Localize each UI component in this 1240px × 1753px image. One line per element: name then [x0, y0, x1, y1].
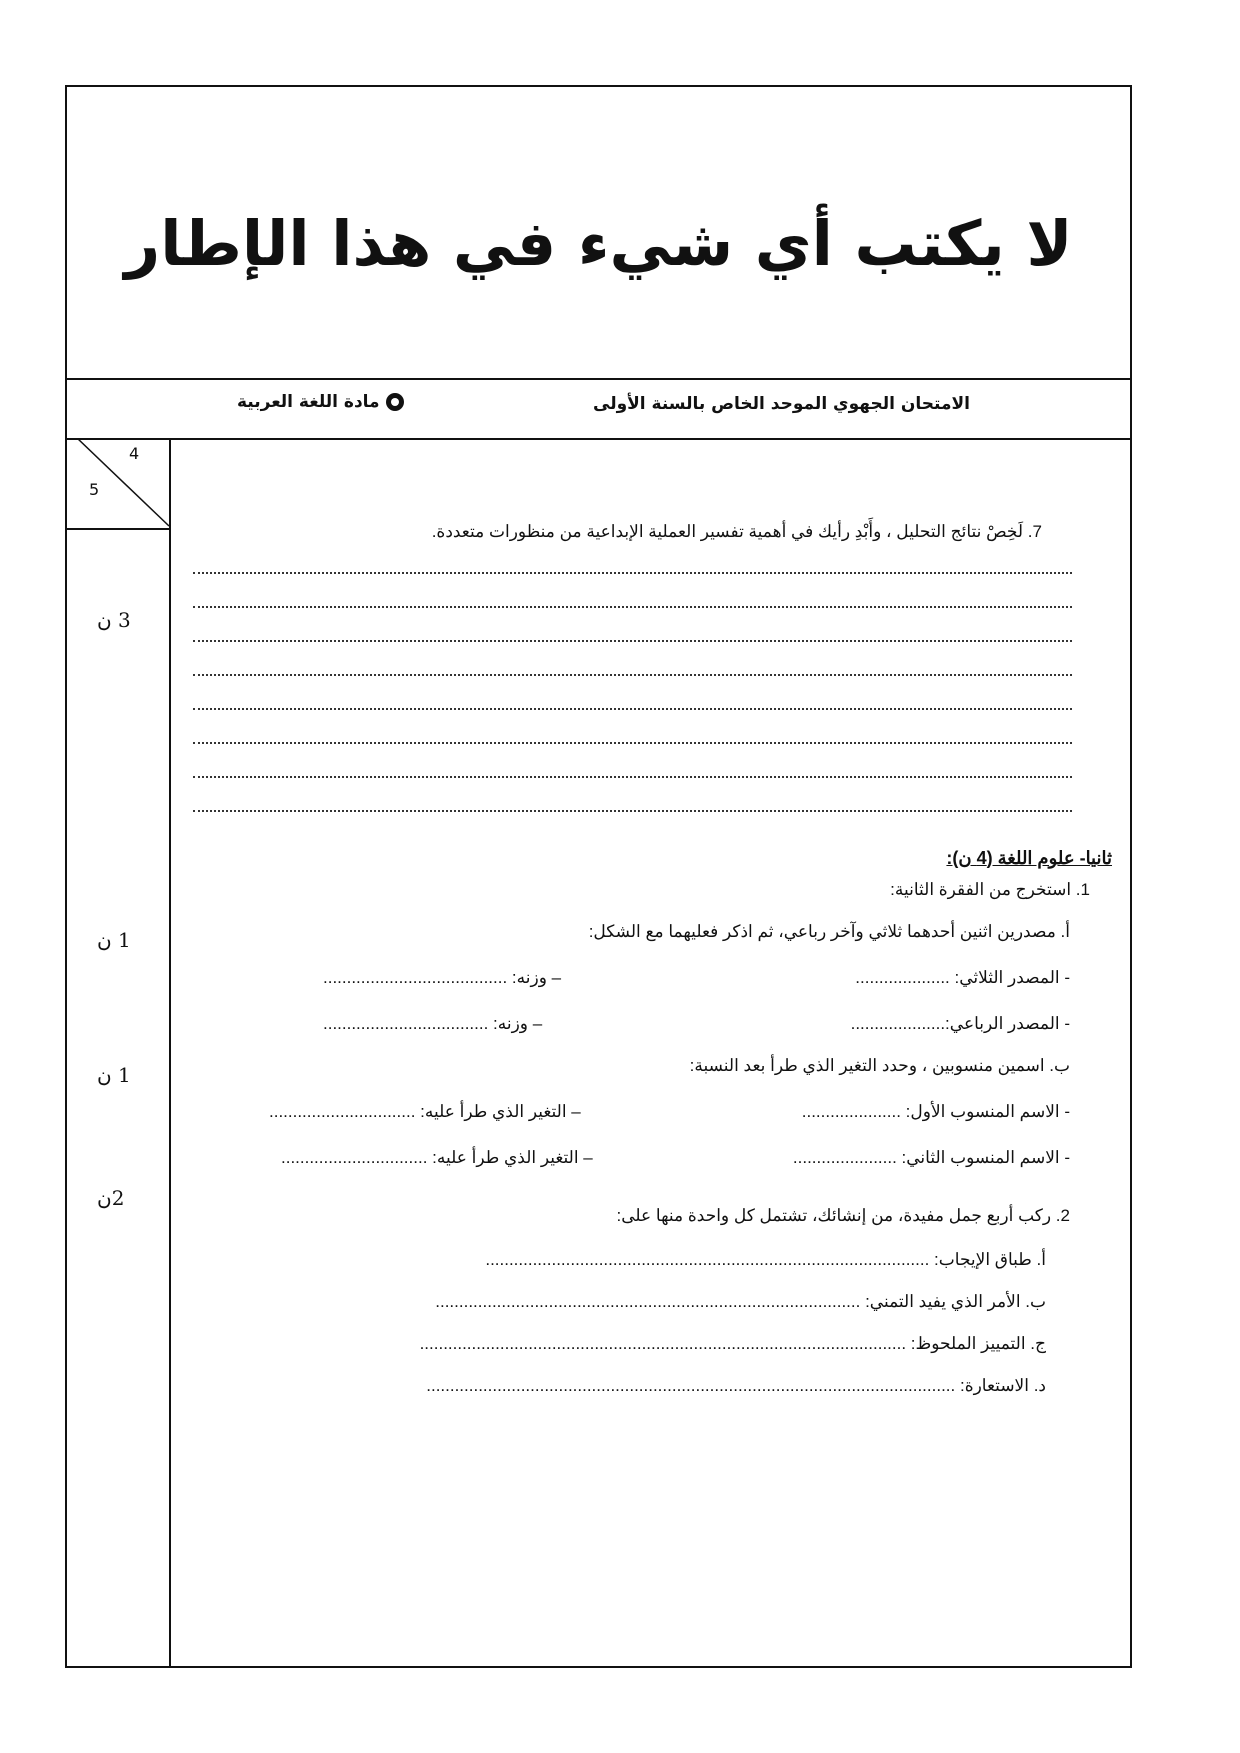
answer-line[interactable] [193, 810, 1072, 812]
question-2: 2. ركب أربع جمل مفيدة، من إنشائك، تشتمل كل واحدة منها على: [616, 1206, 1070, 1225]
answer-area [171, 438, 1130, 1666]
metaphor-field[interactable]: د. الاستعارة: ................................................................................................................ [426, 1376, 1046, 1395]
exam-header [67, 378, 1130, 440]
triliteral-source-field[interactable]: - المصدر الثلاثي: .................... [855, 968, 1070, 987]
first-attributive-field[interactable]: - الاسم المنسوب الأول: ..................... [801, 1102, 1070, 1121]
mark-q7: 3 ن [97, 608, 131, 632]
second-change-field[interactable]: – التغير الذي طرأ عليه: ............................... [281, 1148, 593, 1167]
page-current: 4 [129, 444, 140, 463]
answer-line[interactable] [193, 572, 1072, 574]
no-write-box [67, 87, 1130, 380]
subject-text: مادة اللغة العربية [237, 392, 380, 412]
answer-line[interactable] [193, 674, 1072, 676]
answer-line[interactable] [193, 640, 1072, 642]
antithesis-field[interactable]: أ. طباق الإيجاب: .............................................................................................. [485, 1250, 1046, 1269]
question-7: 7. لَخِصْ نتائج التحليل ، وأَبْدِ رأيك في أهمية تفسير العملية الإبداعية من منظورات متعددة. [431, 522, 1042, 541]
answer-line[interactable] [193, 776, 1072, 778]
first-change-field[interactable]: – التغير الذي طرأ عليه: ............................... [269, 1102, 581, 1121]
specification-field[interactable]: ج. التمييز الملحوظ: ....................................................................................................... [419, 1334, 1046, 1353]
mark-q2: 2ن [97, 1186, 125, 1210]
score-column [67, 438, 171, 1666]
answer-line[interactable] [193, 708, 1072, 710]
triliteral-weight-field[interactable]: – وزنه: ....................................... [323, 968, 562, 987]
answer-line[interactable] [193, 606, 1072, 608]
mark-a: 1 ن [97, 928, 131, 952]
quadriliteral-source-field[interactable]: - المصدر الرباعي:.................... [850, 1014, 1070, 1033]
imperative-wish-field[interactable]: ب. الأمر الذي يفيد التمني: .......................................................................................... [435, 1292, 1046, 1311]
question-1: 1. استخرج من الفقرة الثانية: [890, 880, 1090, 899]
page-total: 5 [89, 480, 100, 499]
page-diagonal [67, 438, 169, 528]
question-1b: ب. اسمين منسوبين ، وحدد التغير الذي طرأ بعد النسبة: [689, 1056, 1070, 1075]
second-attributive-field[interactable]: - الاسم المنسوب الثاني: ...................... [792, 1148, 1070, 1167]
answer-line[interactable] [193, 742, 1072, 744]
circle-bullet-icon [386, 393, 404, 411]
question-1a: أ. مصدرين اثنين أحدهما ثلاثي وآخر رباعي، ثم اذكر فعليهما مع الشكل: [588, 922, 1070, 941]
exam-title: الامتحان الجهوي الموحد الخاص بالسنة الأولى [593, 394, 970, 414]
no-write-banner: لا يكتب أي شيء في هذا الإطار [124, 207, 1073, 280]
page-number-box [67, 438, 169, 530]
exam-frame [65, 85, 1132, 1668]
mark-b: 1 ن [97, 1063, 131, 1087]
subject-label [237, 392, 404, 412]
section-title: ثانيا- علوم اللغة (4 ن): [946, 848, 1112, 868]
quadriliteral-weight-field[interactable]: – وزنه: ................................... [323, 1014, 543, 1033]
